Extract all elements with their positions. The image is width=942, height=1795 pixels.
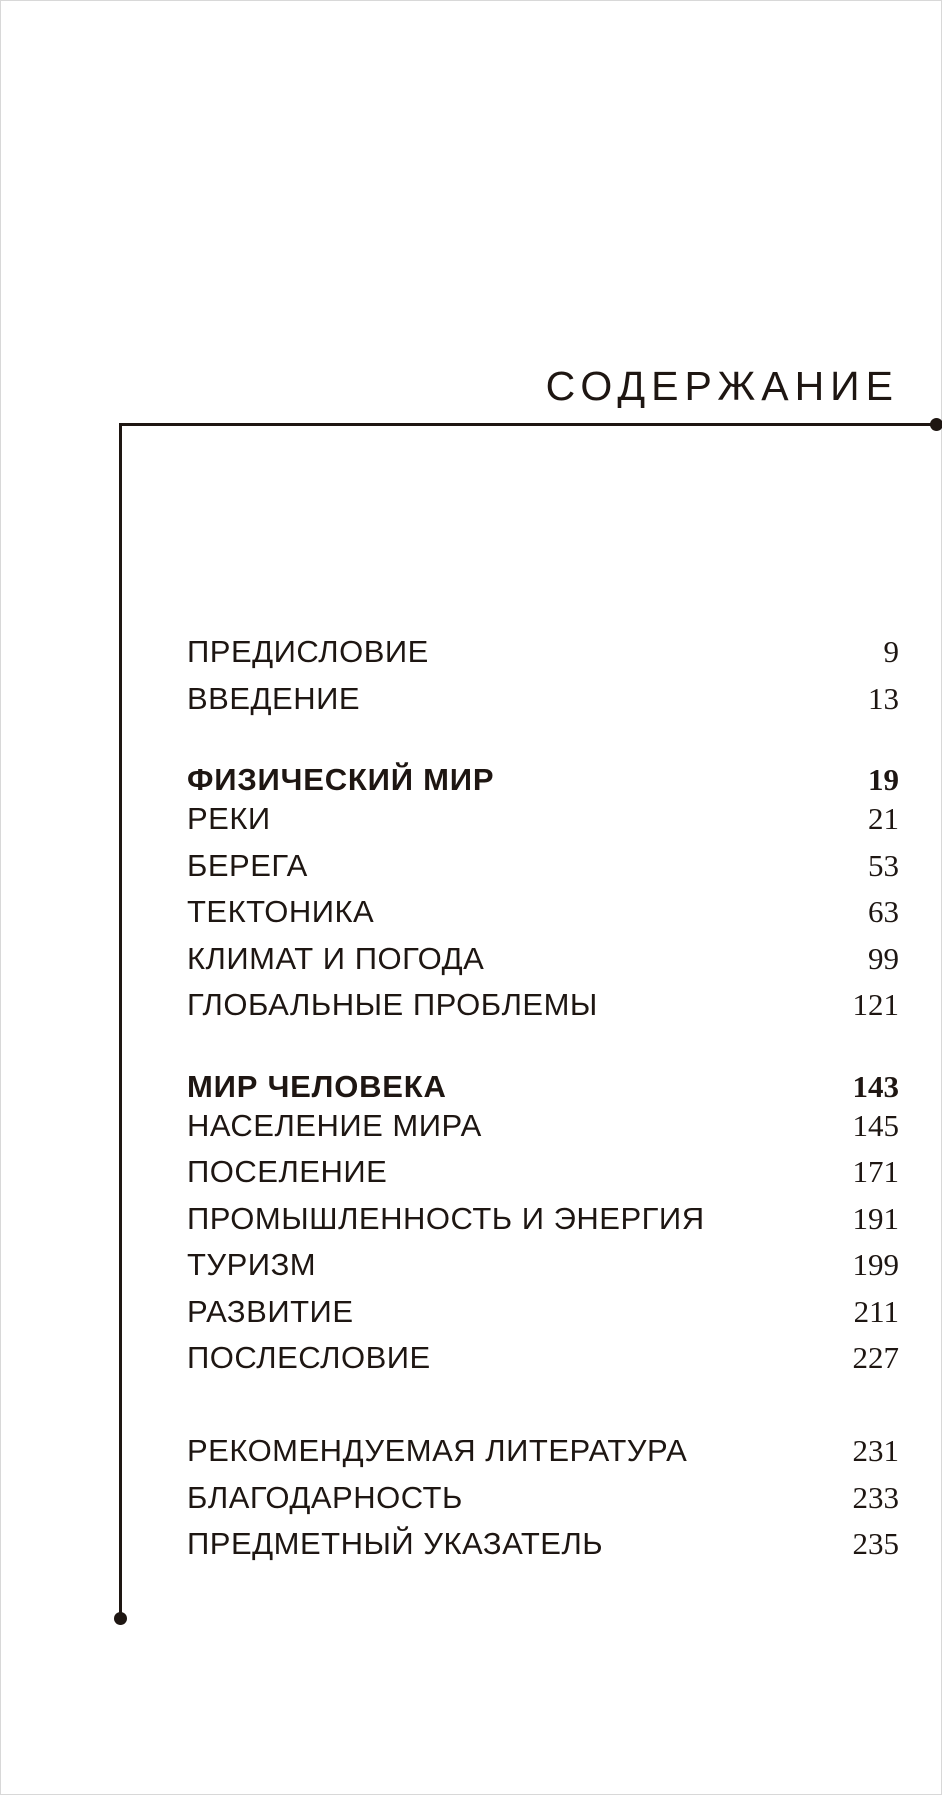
toc-entry[interactable] <box>187 1292 899 1332</box>
toc-entry-label: КЛИМАТ И ПОГОДА <box>187 941 485 976</box>
page-title: СОДЕРЖАНИЕ <box>545 363 899 409</box>
toc-section-label: ФИЗИЧЕСКИЙ МИР <box>187 762 495 797</box>
toc-entry-label: ПОСЛЕСЛОВИЕ <box>187 1340 431 1375</box>
toc-entry-label: РАЗВИТИЕ <box>187 1294 354 1329</box>
toc-entry[interactable] <box>187 892 899 932</box>
toc-entry-label: БЛАГОДАРНОСТЬ <box>187 1480 463 1515</box>
toc-entry-page: 235 <box>852 1526 899 1561</box>
heading-rule <box>119 423 937 426</box>
toc-entry-page: 233 <box>852 1480 899 1515</box>
toc-entry-page: 53 <box>868 848 899 883</box>
margin-rule <box>119 423 122 1619</box>
toc-entry[interactable] <box>187 939 899 979</box>
toc-entry-page: 145 <box>852 1108 899 1143</box>
toc-section-page: 19 <box>868 762 899 797</box>
toc-entry[interactable] <box>187 1245 899 1285</box>
toc-entry-label: БЕРЕГА <box>187 848 308 883</box>
toc-entry-label: ПОСЕЛЕНИЕ <box>187 1154 388 1189</box>
toc-entry[interactable] <box>187 846 899 886</box>
toc-entry-label: ТУРИЗМ <box>187 1247 317 1282</box>
toc-entry-page: 9 <box>883 634 899 669</box>
toc-entry-label: ТЕКТОНИКА <box>187 894 375 929</box>
toc-entry-page: 121 <box>852 987 899 1022</box>
toc-entry-label: РЕКИ <box>187 801 271 836</box>
toc-entry[interactable] <box>187 1106 899 1146</box>
toc-entry-label: РЕКОМЕНДУЕМАЯ ЛИТЕРАТУРА <box>187 1433 688 1468</box>
toc-entry-page: 231 <box>852 1433 899 1468</box>
toc-entry-page: 199 <box>852 1247 899 1282</box>
toc-section-physical-world[interactable] <box>187 760 899 800</box>
toc-entry-page: 211 <box>853 1294 899 1329</box>
toc-entry[interactable] <box>187 1152 899 1192</box>
toc-entry[interactable] <box>187 1431 899 1471</box>
rule-end-dot <box>114 1612 127 1625</box>
toc-entry-label: ПРЕДИСЛОВИЕ <box>187 634 429 669</box>
toc-entry-page: 227 <box>852 1340 899 1375</box>
toc-section-human-world[interactable] <box>187 1067 899 1107</box>
toc-entry-preface[interactable] <box>187 632 899 672</box>
toc-entry-page: 13 <box>868 681 899 716</box>
toc-entry-label: ВВЕДЕНИЕ <box>187 681 361 716</box>
toc-section-page: 143 <box>852 1069 899 1104</box>
toc-entry-page: 21 <box>868 801 899 836</box>
toc-entry-page: 63 <box>868 894 899 929</box>
toc-entry[interactable] <box>187 799 899 839</box>
toc-entry-introduction[interactable] <box>187 679 899 719</box>
toc-section-label: МИР ЧЕЛОВЕКА <box>187 1069 447 1104</box>
toc-entry[interactable] <box>187 1478 899 1518</box>
toc-entry-page: 171 <box>852 1154 899 1189</box>
toc-entry-label: НАСЕЛЕНИЕ МИРА <box>187 1108 482 1143</box>
toc-entry[interactable] <box>187 985 899 1025</box>
toc-entry-label: ПРЕДМЕТНЫЙ УКАЗАТЕЛЬ <box>187 1526 604 1561</box>
toc-entry[interactable] <box>187 1524 899 1564</box>
toc-entry-page: 99 <box>868 941 899 976</box>
toc-entry[interactable] <box>187 1338 899 1378</box>
toc-entry[interactable] <box>187 1199 899 1239</box>
toc-entry-label: ПРОМЫШЛЕННОСТЬ И ЭНЕРГИЯ <box>187 1201 705 1236</box>
rule-end-dot <box>930 418 942 431</box>
toc-entry-page: 191 <box>852 1201 899 1236</box>
toc-entry-label: ГЛОБАЛЬНЫЕ ПРОБЛЕМЫ <box>187 987 598 1022</box>
